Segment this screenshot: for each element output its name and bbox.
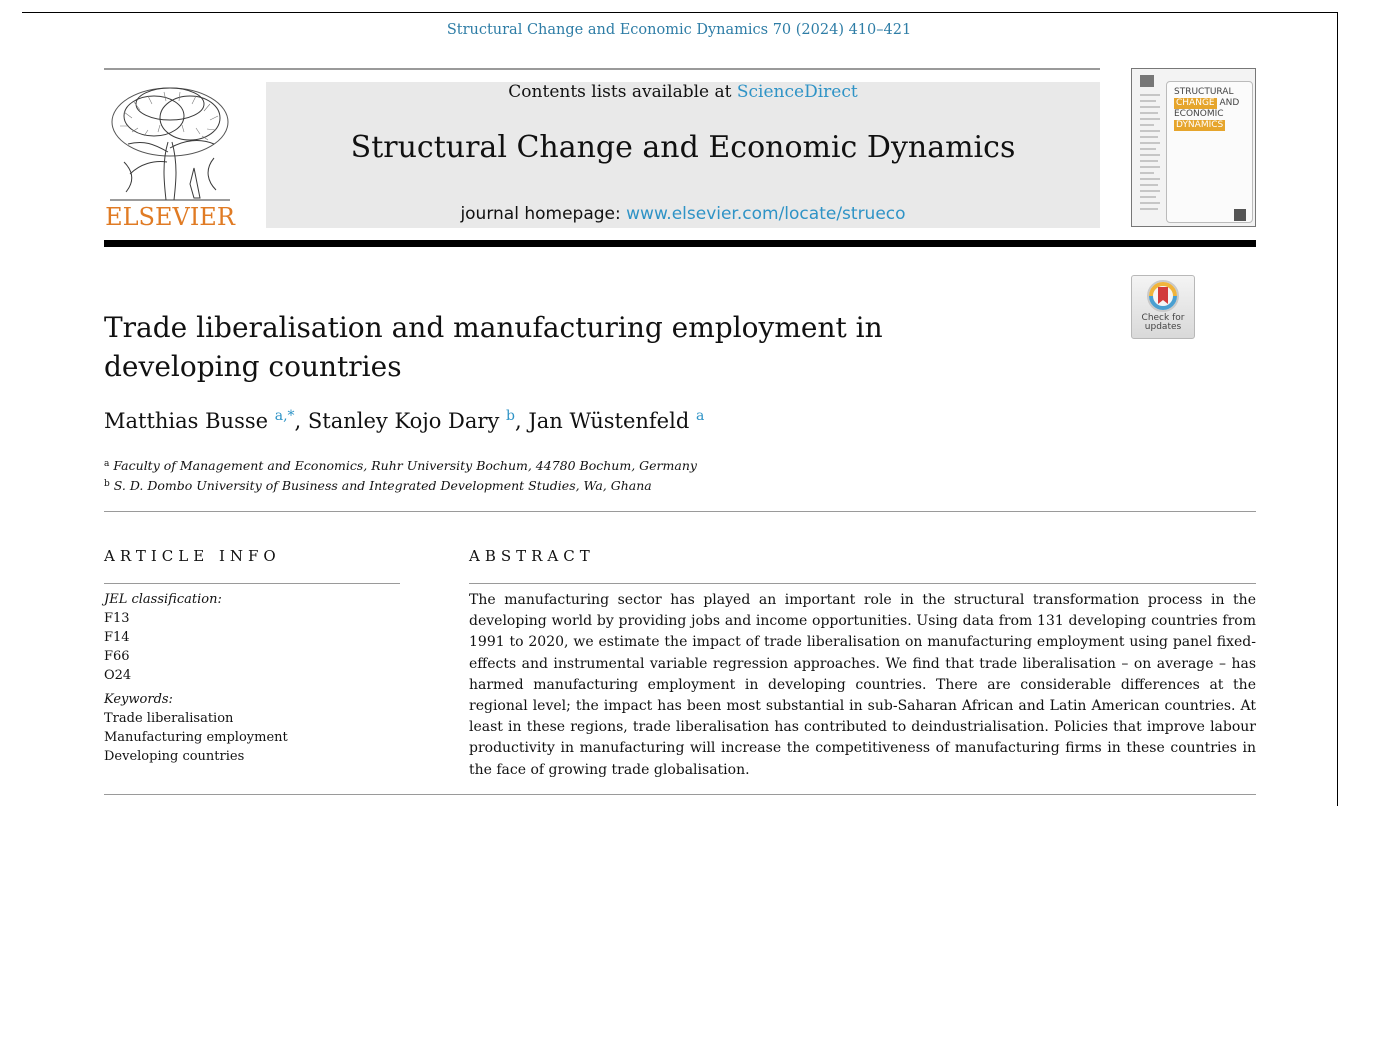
keyword: Developing countries <box>104 749 245 764</box>
author-affiliation-link[interactable]: a <box>695 408 705 424</box>
article-info-heading: ARTICLE INFO <box>104 547 281 565</box>
bottom-rule <box>104 794 1256 795</box>
affiliation-mark: a <box>104 459 110 469</box>
affiliation-item <box>104 475 697 495</box>
header-rule <box>104 68 1100 70</box>
author-name: Stanley Kojo Dary <box>307 409 500 433</box>
cover-title-line: STRUCTURAL <box>1174 87 1234 97</box>
cover-title-line: ECONOMIC <box>1174 109 1224 119</box>
keyword: Manufacturing employment <box>104 730 288 745</box>
affiliation-text: Faculty of Management and Economics, Ruhr University Bochum, 44780 Bochum, Germany <box>113 458 697 473</box>
author-list: Matthias Busse $^{a,*}$, Stanley Kojo Dary $^b$, Jan Wüstenfeld $^a$ <box>104 408 705 433</box>
author-affiliation-link[interactable]: a,* <box>274 408 295 424</box>
abstract-heading: ABSTRACT <box>469 547 595 565</box>
cover-title-line: AND <box>1219 98 1240 108</box>
keywords-label: Keywords: <box>104 692 173 707</box>
jel-code: F66 <box>104 649 130 664</box>
cover-title-line: CHANGE <box>1176 98 1215 108</box>
publisher-logo-text: ELSEVIER <box>105 203 235 231</box>
article-info-rule <box>104 583 400 584</box>
check-for-updates-button[interactable] <box>1131 275 1195 339</box>
keyword: Trade liberalisation <box>104 711 234 726</box>
journal-banner <box>266 82 1100 228</box>
author-name: Jan Wüstenfeld <box>528 409 690 433</box>
section-rule <box>104 511 1256 512</box>
affiliation-text: S. D. Dombo University of Business and Integrated Development Studies, Wa, Ghana <box>113 478 652 493</box>
affiliation-mark: b <box>104 479 110 489</box>
cover-toc-lines <box>1138 75 1164 221</box>
journal-citation[interactable]: Structural Change and Economic Dynamics 70 (2024) 410–421 <box>446 22 912 38</box>
jel-code: F13 <box>104 611 130 626</box>
homepage-prefix: journal homepage: <box>460 204 627 224</box>
jel-code: O24 <box>104 668 132 683</box>
sciencedirect-link[interactable]: ScienceDirect <box>736 82 858 102</box>
article-info-block <box>104 590 288 766</box>
crossmark-label: Check for updates <box>1141 313 1185 332</box>
affiliations <box>104 455 697 495</box>
homepage-line <box>266 204 1100 224</box>
page-border-right <box>1337 12 1338 806</box>
article-title: Trade liberalisation and manufacturing employment in developing countries <box>104 311 883 383</box>
crossmark-icon <box>1147 280 1179 312</box>
page-border-top <box>22 12 1338 13</box>
author-affiliation-link[interactable]: b <box>506 408 515 424</box>
jel-code: F14 <box>104 630 130 645</box>
abstract-text: The manufacturing sector has played an important role in the structural transformation process in the developing world by providing jobs and income opportunities. Using data from 131 developing countries from 1991 to 2020, we estimate the impact of trade liberalisation on manufacturing employment using panel fixed-effects and instrumental variable regression approaches. We find that trade liberalisation – on average – has harmed manufacturing employment in developing countries. There are considerable differences at the regional level; the impact has been most substantial in sub-Saharan African and Latin American countries. At least in these regions, trade liberalisation has contributed to deindustrialisation. Policies that improve labour productivity in manufacturing will increase the competitiveness of manufacturing firms in these countries in the face of growing trade globalisation. <box>469 592 1256 778</box>
cover-title-line: DYNAMICS <box>1176 120 1224 130</box>
journal-cover-thumbnail[interactable] <box>1131 68 1256 227</box>
contents-line <box>266 82 1100 102</box>
cover-title <box>1174 87 1254 131</box>
contents-prefix: Contents lists available at <box>508 82 737 102</box>
author-name: Matthias Busse <box>104 409 269 433</box>
header-thick-rule <box>104 240 1256 247</box>
abstract-rule <box>469 583 1256 584</box>
jel-label: JEL classification: <box>104 592 222 607</box>
affiliation-item <box>104 455 697 475</box>
journal-homepage-link[interactable]: www.elsevier.com/locate/strueco <box>626 204 906 224</box>
cover-publisher-mark <box>1234 209 1246 221</box>
journal-title: Structural Change and Economic Dynamics <box>350 130 1016 165</box>
